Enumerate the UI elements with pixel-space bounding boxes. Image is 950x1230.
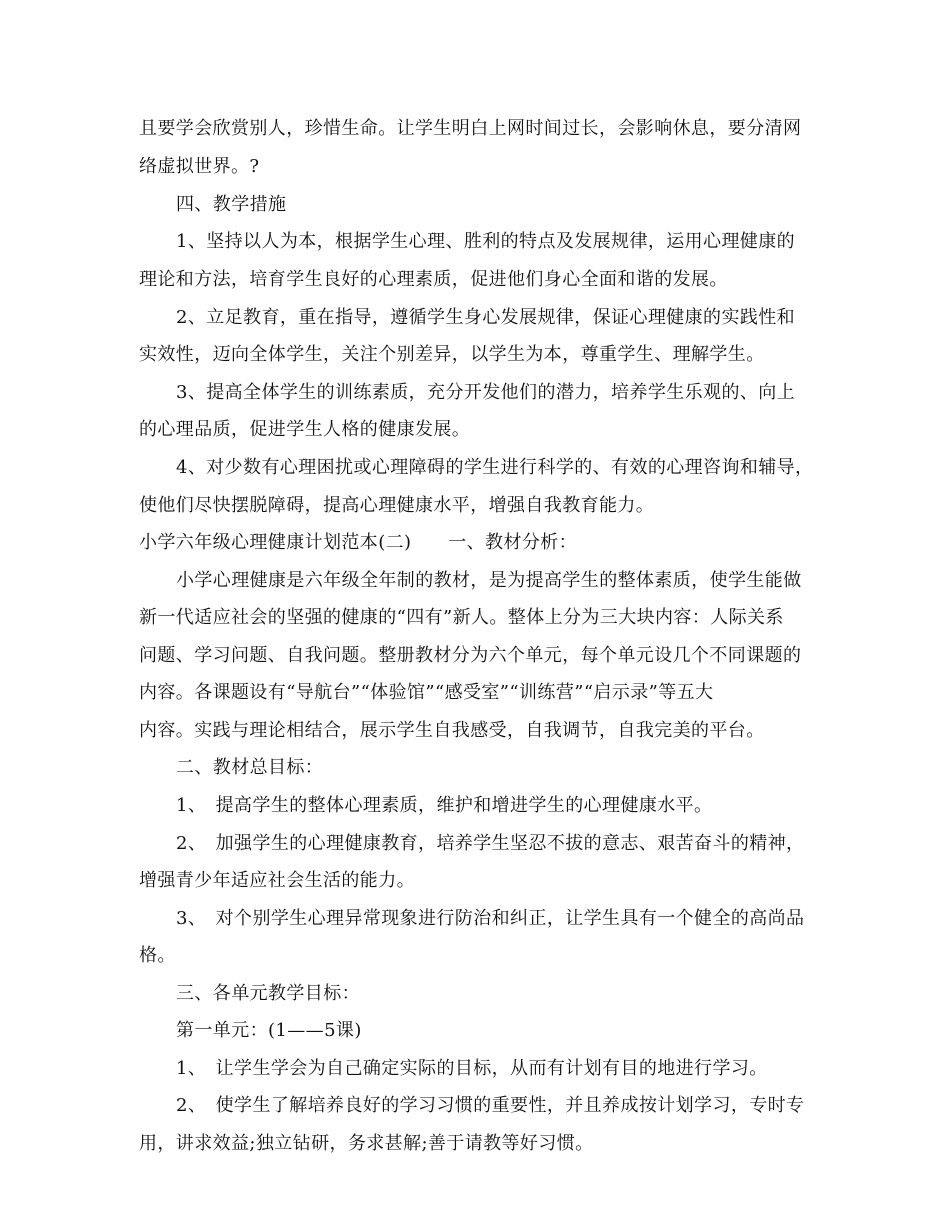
text-line: 使他们尽快摆脱障碍，提高心理健康水平，增强自我教育能力。 (139, 495, 655, 516)
text-line: 理论和方法，培育学生良好的心理素质，促进他们身心全面和谐的发展。 (139, 269, 728, 290)
text-line: 实效性，迈向全体学生，关注个别差异，以学生为本，尊重学生、理解学生。 (139, 344, 765, 365)
section-heading: 四、教学措施 (176, 194, 287, 215)
text-line: 用，讲求效益;独立钻研，务求甚解;善于请教等好习惯。 (139, 1133, 594, 1154)
document-title-line: 小学六年级心理健康计划范本(二) 一、教材分析： (139, 532, 578, 553)
text-line: 1、 提高学生的整体心理素质，维护和增进学生的心理健康水平。 (176, 795, 713, 816)
text-line: 2、 使学生了解培养良好的学习习惯的重要性，并且养成按计划学习，专时专 (176, 1095, 805, 1116)
text-line: 2、立足教育，重在指导，遵循学生身心发展规律，保证心理健康的实践性和 (176, 307, 796, 328)
text-line: 络虚拟世界。? (139, 156, 260, 177)
text-line: 增强青少年适应社会生活的能力。 (139, 870, 415, 891)
text-line: 2、 加强学生的心理健康教育，培养学生坚忍不拔的意志、艰苦奋斗的精神， (176, 833, 805, 854)
text-line: 3、提高全体学生的训练素质，充分开发他们的潜力，培养学生乐观的、向上 (176, 382, 796, 403)
text-line: 3、 对个别学生心理异常现象进行防治和纠正，让学生具有一个健全的高尚品 (176, 908, 805, 929)
section-heading: 二、教材总目标： (176, 757, 324, 778)
text-line: 第一单元：(1——5课) (176, 1020, 362, 1041)
text-line: 问题、学习问题、自我问题。整册教材分为六个单元，每个单元设几个不同课题的 (139, 645, 802, 666)
text-line: 4、对少数有心理困扰或心理障碍的学生进行科学的、有效的心理咨询和辅导， (176, 457, 814, 478)
text-line: 小学心理健康是六年级全年制的教材，是为提高学生的整体素质，使学生能做 (176, 570, 802, 591)
text-line: 格。 (139, 945, 176, 966)
section-heading: 三、各单元教学目标： (176, 983, 360, 1004)
text-line: 内容。各课题设有“导航台”“体验馆”“感受室”“训练营”“启示录”等五大 (139, 682, 714, 703)
text-line: 1、坚持以人为本，根据学生心理、胜利的特点及发展规律，运用心理健康的 (176, 231, 796, 252)
text-line: 1、 让学生学会为自己确定实际的目标，从而有计划有目的地进行学习。 (176, 1058, 768, 1079)
text-line: 且要学会欣赏别人，珍惜生命。让学生明白上网时间过长，会影响休息，要分清网 (139, 118, 802, 139)
text-line: 的心理品质，促进学生人格的健康发展。 (139, 419, 471, 440)
text-line: 内容。实践与理论相结合，展示学生自我感受，自我调节，自我完美的平台。 (139, 720, 765, 741)
text-line: 新一代适应社会的坚强的健康的“四有”新人。整体上分为三大块内容：人际关系 (139, 607, 784, 628)
